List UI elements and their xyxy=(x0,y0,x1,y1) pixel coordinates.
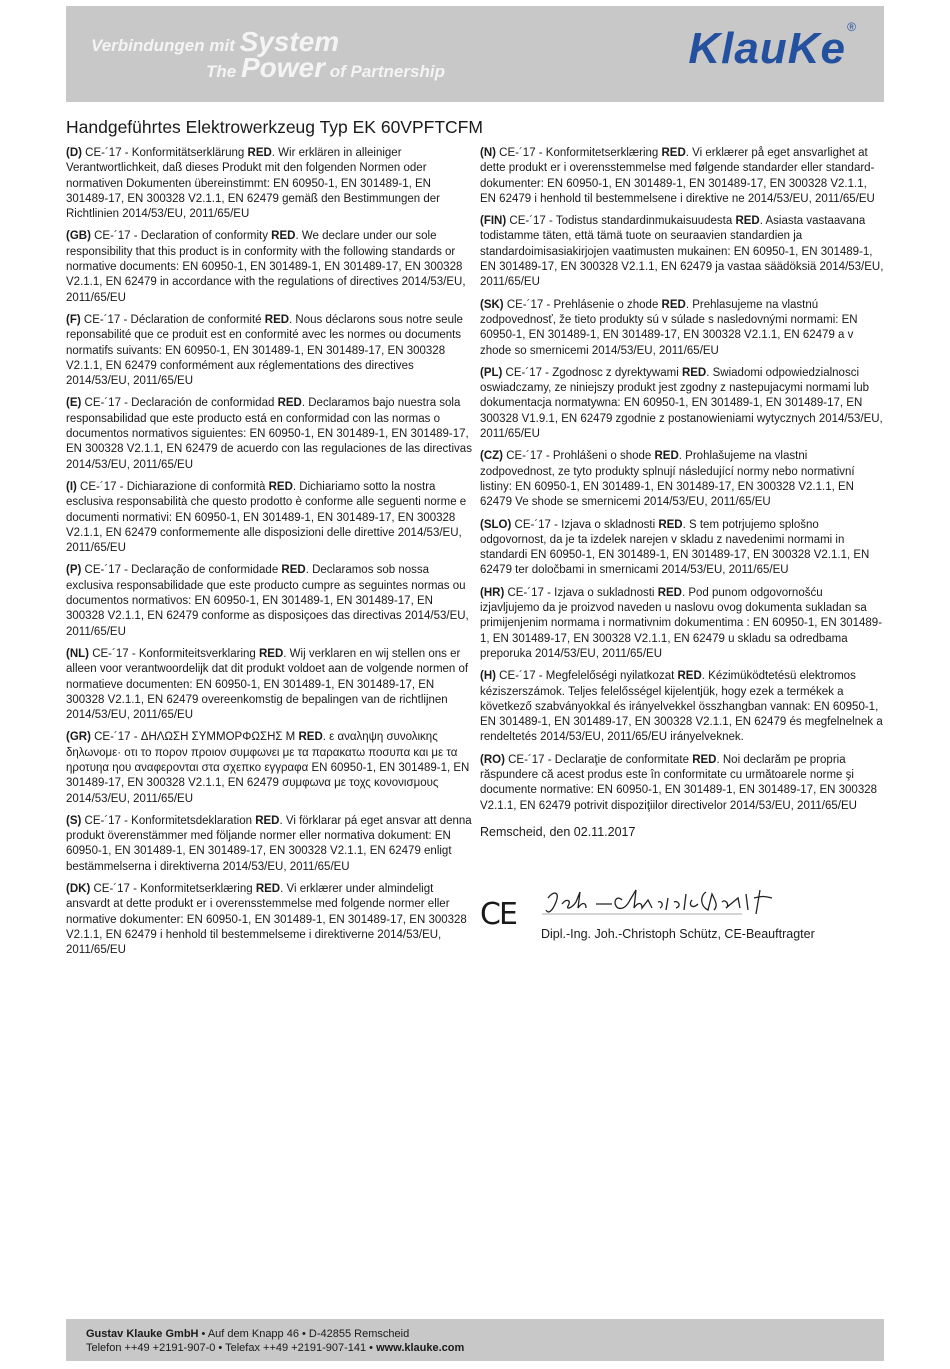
language-code: (E) xyxy=(66,397,82,410)
language-code: (F) xyxy=(66,313,81,326)
red-marker: RED xyxy=(277,397,302,410)
signer-name: Dipl.-Ing. Joh.-Christoph Schütz, CE-Beauftragter xyxy=(541,927,815,941)
language-code: (GR) xyxy=(66,731,91,744)
red-marker: RED xyxy=(657,586,682,599)
right-column xyxy=(480,146,884,840)
language-code: (D) xyxy=(66,147,82,159)
declaration-heading: CE-´17 - Konformitätserklärung xyxy=(81,147,248,159)
declaration-heading: CE-´17 - Prehlásenie o zhode xyxy=(503,298,662,311)
language-code: (I) xyxy=(66,480,77,493)
red-marker: RED xyxy=(692,753,717,766)
declaration-block xyxy=(480,366,884,442)
declaration-heading: CE-´17 - Déclaration de conformité xyxy=(80,313,265,326)
declaration-text: . Prehlasujeme na vlastnú zodpovednosť, že tieto produkty sú v súlade s nasledovnými normami: EN 60950-1, EN 301489-1, EN 301489-17, EN 300328 V2.1.1, EN 62479 a v zhode so smernicemi 2014/53/EU, 2011/65/EU xyxy=(480,298,858,357)
declaration-block xyxy=(66,563,472,639)
declaration-text: . Prohlašujeme na vlastni zodpovednost, ze tyto produkty splnují následující normy nebo normativní listiny: EN 60950-1, EN 301489-1, EN 301489-17, EN 300328 V2.1.1, EN 62479 Ve shode se smernicemi 2014/53/EU, 2011/65/EU xyxy=(480,450,855,509)
language-code: (S) xyxy=(66,814,82,827)
footer-phone: Telefon ++49 +2191-907-0 • Telefax ++49 +2191-907-141 • xyxy=(86,1342,377,1354)
declaration-block xyxy=(66,396,472,472)
ce-mark-icon: CE xyxy=(480,897,516,932)
declaration-heading: CE-´17 - Declaration of conformity xyxy=(90,230,272,243)
declaration-block xyxy=(480,214,884,290)
language-code: (CZ) xyxy=(480,450,503,463)
declaration-block xyxy=(66,814,472,875)
red-marker: RED xyxy=(259,647,284,660)
red-marker: RED xyxy=(298,731,323,744)
declaration-text: . Wij verklaren en wij stellen ons er alleen voor verantwoordelijk dat dit produkt voldoet aan de volgende normen of normatieve documenten: EN 60950-1, EN 301489-1, EN 301489-17, EN 300328 V2.1.1, EN 62479 overeenkomstig de bepalingen van de richtlijnen 2014/53/EU, 2011/65/EU xyxy=(66,647,469,722)
red-marker: RED xyxy=(281,564,306,577)
red-marker: RED xyxy=(268,480,293,493)
declaration-heading: CE-´17 - Konformitetserklæring xyxy=(90,883,256,896)
declaration-block xyxy=(66,480,472,556)
registered-mark: ® xyxy=(847,20,856,34)
declaration-block xyxy=(480,449,884,510)
red-marker: RED xyxy=(661,298,686,311)
slogan-part: Power xyxy=(240,52,325,83)
declaration-text: . Asiasta vastaavana todistamme täten, että tämä tuote on seuraavien standardien ja standardoimisasiakirjojen vaatimusten mukainen: EN 60950-1, EN 301489-1, EN 301489-17, EN 300328 V2.1.1, EN 62479 ja vastaa säädöksiä 2014/53/EU, 2011/65/EU xyxy=(480,215,884,289)
declaration-text: . Noi declarăm pe propria răspundere că acest produs este în conformitate cu următoarele norme şi documente normative: EN 60950-1, EN 301489-1, EN 301489-17, EN 300328 V2.1.1, EN 62479 potrivit dispoziţiilor directivelor 2014/53/EU, 2011/65/EU xyxy=(480,753,878,812)
declaration-block xyxy=(66,882,472,958)
language-code: (HR) xyxy=(480,586,505,599)
declaration-block xyxy=(480,669,884,745)
red-marker: RED xyxy=(681,366,707,379)
declaration-text: . Vi erklærer på eget ansvarlighet at dette produkt er i overensstemmelse med følgende standarder eller standard-dokumenter: EN 60950-1, EN 301489-1, EN 301489-17, EN 300328 V2.1.1, EN 62479 i henhold til bestemmelsene i direktive ne 2014/53/EU, 2011/65/EU xyxy=(480,147,875,205)
declaration-heading: CE-´17 - Konformiteitsverklaring xyxy=(89,647,259,660)
declaration-text: . Vi förklarar pá eget ansvar att denna produkt överenstämmer med följande normer eller normativa dokument: EN 60950-1, EN 301489-1, EN 301489-17, EN 300328 V2.1.1, EN 62479 enligt bestämmelserna i direktiverna 2014/53/EU, 2011/65/EU xyxy=(66,814,472,873)
declaration-block xyxy=(66,647,472,723)
language-code: (RO) xyxy=(480,753,505,766)
declaration-heading: CE-´17 - Izjava o skladnosti xyxy=(511,518,659,531)
declaration-heading: CE-´17 - Declaraţie de conformitate xyxy=(504,753,693,766)
declaration-text: . Declaramos sob nossa exclusiva responsabilidade que este producto cumpre as seguintes normas ou documentos normativos: EN 60950-1, EN 301489-1, EN 301489-17, EN 300328 V2.1.1, EN 62479 conforme as disposiçoes das directivas 2014/53/EU, 2011/65/EU xyxy=(66,564,469,638)
red-marker: RED xyxy=(255,883,281,896)
red-marker: RED xyxy=(661,147,686,159)
declaration-heading: CE-´17 - Izjava o sukladnosti xyxy=(504,586,658,599)
red-marker: RED xyxy=(255,814,280,827)
language-code: (SK) xyxy=(480,298,504,311)
declaration-heading: CE-´17 - Declaração de conformidade xyxy=(81,564,282,577)
declaration-heading: CE-´17 - Konformitetserklæring xyxy=(495,147,662,159)
red-marker: RED xyxy=(271,230,296,243)
left-column xyxy=(66,146,472,966)
slogan-part: System xyxy=(239,26,340,57)
declaration-text: . Declaramos bajo nuestra sola responsabilidad que este producto está en conformidad con las normas o documentos normativos siguientes: EN 60950-1, EN 301489-1, EN 301489-17, EN 300328 V2.1.1, EN 62479 de acuerdo con las regulaciones de las directivas 2014/53/EU, 2011/65/EU xyxy=(66,397,472,471)
declaration-block xyxy=(480,298,884,359)
language-code: (FIN) xyxy=(480,215,507,228)
declaration-text: . Dichiariamo sotto la nostra esclusiva responsabilità che questo prodotto è conforme alle seguenti norme e documenti normativi: EN 60950-1, EN 301489-1, EN 301489-17, EN 300328 V2.1.1, EN 62479 conformemente alle disposizioni delle direttive 2014/53/EU, 2011/65/EU xyxy=(66,480,467,555)
declaration-block xyxy=(66,730,472,806)
declaration-text: . Nous déclarons sous notre seule reponsabilité que ce produit est en conformité avec les normes ou documents normatifs suivants: EN 60950-1, EN 301489-1, EN 301489-17, EN 300328 V2.1.1, EN 62479 conformément aux réglementations des directives 2014/53/EU, 2011/65/EU xyxy=(66,313,463,388)
language-code: (GB) xyxy=(66,230,91,243)
declaration-block xyxy=(66,229,472,305)
language-code: (PL) xyxy=(480,366,503,379)
header-band xyxy=(66,6,884,102)
slogan-part: of Partnership xyxy=(324,62,445,81)
footer-address-text: • Auf dem Knapp 46 • D-42855 Remscheid xyxy=(198,1328,410,1340)
declaration-heading: CE-´17 - Konformitetsdeklaration xyxy=(81,814,256,827)
declaration-text: . Swiadomi odpowiedzialnosci oswiadczamy, ze niniejszy produkt jest zgodny z nastepujacymi normami lub dokumentacja normatywna: EN 60950-1, EN 301489-1, EN 301489-17, EN 300328 V1.9.1, EN 62479 zgodnie z postanowieniami wytycznych 2014/53/EU, 2011/65/EU xyxy=(480,366,883,441)
slogan-part: Verbindungen mit xyxy=(91,36,240,55)
signature-stroke xyxy=(546,890,772,914)
declaration-heading: CE-´17 - Todistus standardinmukaisuudesta xyxy=(506,215,736,228)
red-marker: RED xyxy=(264,313,290,326)
declaration-block xyxy=(480,518,884,579)
declaration-heading: CE-´17 - Zgodnosc z dyrektywami xyxy=(502,366,682,379)
footer-address xyxy=(86,1327,409,1342)
declaration-text: . Kézimüködtetésü elektromos kéziszerszámok. Teljes felelősségel kijelentjük, hogy ezek a termékek a következő szabványokkal és irányelvekkel összhangban vannak: EN 60950-1, EN 301489-1, EN 301489-17, EN 300328 V2.1.1, EN 62479 és megfelnelnek a rendeltetés 2014/53/EU, 2011/65/EU irányelveknek. xyxy=(480,670,883,744)
red-marker: RED xyxy=(247,147,272,159)
red-marker: RED xyxy=(658,518,683,531)
klauke-logo: KlauKe xyxy=(688,24,846,73)
slogan-line-2 xyxy=(206,52,445,84)
declaration-text: . Vi erklærer under almindeligt ansvardt at dette produkt er i overensstemmelse med folgende normer eller normative dokumenter: EN 60950-1, EN 301489-1, EN 301489-17, EN 300328 V2.1.1, EN 62479 i henhold til bestemmelseme i direktiverne 2014/53/EU, 2011/65/EU xyxy=(66,883,467,957)
declaration-text: . S tem potrjujemo splošno odgovornost, da je ta izdelek narejen v skladu z navedenimi normami in standardi EN 60950-1, EN 301489-1, EN 301489-17, EN 300328 V2.1.1, EN 62479 ter določbami in smernicami 2014/53/EU, 2011/65/EU xyxy=(480,518,870,577)
declaration-block xyxy=(480,146,884,207)
footer-company: Gustav Klauke GmbH xyxy=(86,1328,199,1340)
footer-band xyxy=(66,1319,884,1361)
red-marker: RED xyxy=(735,215,760,228)
language-code: (NL) xyxy=(66,647,89,660)
page-title: Handgeführtes Elektrowerkzeug Typ EK 60VPFTCFM xyxy=(66,117,483,137)
declaration-text: . Wir erklären in alleiniger Verantwortlichkeit, daß dieses Produkt mit den folgenden Normen oder normativen Dokumenten übereinstimmt: EN 60950-1, EN 301489-1, EN 301489-17, EN 300328 V2.1.1, EN 62479 gemäß den Bestimmungen der Richtlinien 2014/53/EU, 2011/65/EU xyxy=(66,147,440,221)
footer-contact xyxy=(86,1341,464,1356)
declaration-block xyxy=(66,146,472,222)
declaration-heading: CE-´17 - Declaración de conformidad xyxy=(81,397,278,410)
declaration-heading: CE-´17 - ΔΗΛΩΣΗ ΣΥΜΜΟΡΦΩΣΗΣ Μ xyxy=(90,731,299,744)
place-date: Remscheid, den 02.11.2017 xyxy=(480,824,636,839)
language-code: (DK) xyxy=(66,883,91,896)
declaration-heading: CE-´17 - Megfelelőségi nyilatkozat xyxy=(495,670,678,683)
signature xyxy=(542,884,782,924)
declaration-heading: CE-´17 - Dichiarazione di conformità xyxy=(76,480,269,493)
declaration-text: . Pod punom odgovornošću izjavljujemo da je proizvod naveden u naslovu ovog dokumenta sukladan sa primijenjenim normama i normativnim dokumentima : EN 60950-1, EN 301489-1, EN 301489-17, EN 300328 V2.1.1, EN 62479 u skladu sa odredbama preporuka 2014/53/EU, 2011/65/EU xyxy=(480,586,883,660)
declaration-block xyxy=(480,753,884,814)
language-code: (SLO) xyxy=(480,518,512,531)
language-code: (N) xyxy=(480,147,496,159)
footer-website-link[interactable]: www.klauke.com xyxy=(376,1342,465,1354)
language-code: (H) xyxy=(480,670,496,683)
slogan-part: The xyxy=(206,62,241,81)
declaration-text: . ε αναληψη συνολικης δηλωνομε· οτι το πορον προιον συμφωνει με τα παρακατω ποσυπα και με τα ηροτυηα ηου αναφερονται στα σχεπκο εγγραφα EN 60950-1, EN 301489-1, EN 301489-17, EN 300328 V2.1.1, EN 62479 συμφωνα με τοχς κονονισμους 2014/53/EU, 2011/65/EU xyxy=(66,731,470,805)
language-code: (P) xyxy=(66,564,82,577)
right-declarations xyxy=(480,146,884,814)
red-marker: RED xyxy=(654,450,679,463)
declaration-heading: CE-´17 - Prohlášeni o shode xyxy=(503,450,655,463)
declaration-text: . We declare under our sole responsibility that this product is in conformity with the following standards or normative documents: EN 60950-1, EN 301489-1, EN 301489-17, EN 300328 V2.1.1, EN 62479 in accordance with the regulations of directives 2014/53/EU, 2011/65/EU xyxy=(66,230,466,304)
declaration-block xyxy=(66,313,472,389)
declaration-block xyxy=(480,586,884,662)
red-marker: RED xyxy=(677,670,702,683)
